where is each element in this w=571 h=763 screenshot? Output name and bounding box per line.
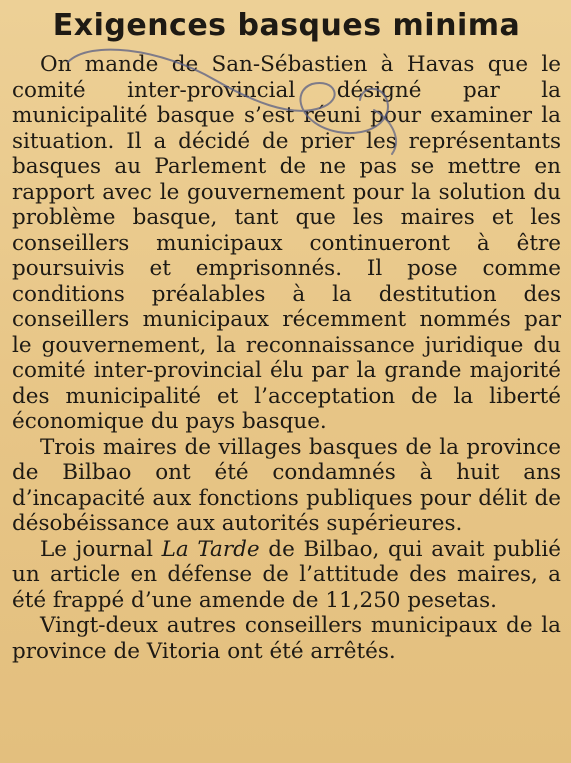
paragraph-la-tarde — [12, 537, 561, 614]
paragraph-comite: On mande de San-Sébastien à Havas que le comité inter-provincial désigné par la municipalité basque s’est réuni pour examiner la situation. Il a décidé de prier les représentants basques au Parlement de ne pas se mettre en rapport avec le gouvernement pour la solution du problème basque, tant que les maires et les conseillers municipaux continueront à être poursuivis et emprisonnés. Il pose comme conditions préalables à la destitution des conseillers municipaux récemment nommés par le gouvernement, la reconnaissance juridique du comité inter-provincial élu par la grande majorité des municipalité et l’acceptation de la liberté économique du pays basque. — [12, 52, 561, 434]
paragraph-la-tarde-after: de Bilbao, qui avait publié un article en défense de l’attitude des maires, a été frappé d’une amende de 11,250 pesetas. — [12, 536, 562, 613]
newspaper-name: La Tarde — [161, 536, 260, 562]
paragraph-la-tarde-before: Le journal — [40, 536, 162, 562]
headline: Exigences basques minima — [52, 8, 521, 43]
paragraph-maires: Trois maires de villages basques de la province de Bilbao ont été condamnés à huit ans d’incapacité aux fonctions publiques pour délit de désobéissance aux autorités supérieures. — [12, 434, 561, 536]
paragraph-vitoria: Vingt-deux autres conseillers municipaux de la province de Vitoria ont été arrêtés. — [12, 613, 561, 664]
